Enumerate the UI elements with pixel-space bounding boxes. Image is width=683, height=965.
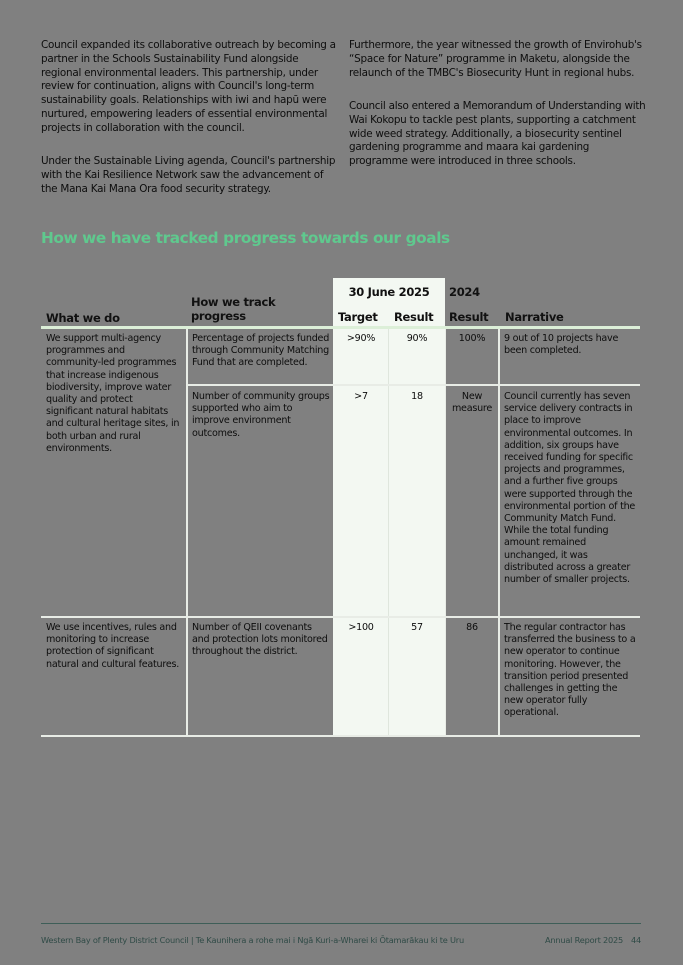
what-we-do-cell: We use incentives, rules and monitoring to increase protection of significant natural and cultural features. <box>46 622 180 670</box>
footer-organisation: Western Bay of Plenty District Council | Te Kaunihera a rohe mai i Ngā Kuri-a-Wharei ki Ōtamarākau ki te Uru <box>41 935 464 945</box>
intro-paragraph-right-1: Furthermore, the year witnessed the growth of Envirohub's “Space for Nature” programme in Maketu, alongside the relaunch of the TMBC's Biosecurity Hunt in regional hubs. <box>349 39 642 79</box>
what-we-do-cell: We support multi-agency programmes and community-led programmes that increase indigenous biodiversity, improve water quality and protect significant natural habitats and cultural heritage sites, in both urban and rural environments. <box>46 333 180 454</box>
result-2025-cell: 57 <box>411 622 423 633</box>
header-period-2025: 30 June 2025 <box>348 285 430 299</box>
section-title: How we have tracked progress towards our goals <box>41 229 450 247</box>
result-2024-cell: 100% <box>458 333 486 344</box>
result-2024-cell: New measure <box>451 391 493 415</box>
footer-rule <box>41 923 641 924</box>
target-cell: >7 <box>354 391 368 402</box>
measure-cell: Percentage of projects funded through Community Matching Fund that are completed. <box>192 333 330 369</box>
highlight-column-2025 <box>333 278 445 736</box>
intro-paragraph-left-1: Council expanded its collaborative outreach by becoming a partner in the Schools Sustainability Fund alongside regional environmental leaders. This partnership, under review for continuation, aligns with Council's long-term sustainability goals. Relationships with iwi and hapū were nurtured, empowering leaders of essential environmental projects in collaboration with the council. <box>41 39 336 134</box>
page-number: 44 <box>631 935 642 945</box>
header-period-2024: 2024 <box>449 285 480 299</box>
measure-cell: Number of QEII covenants and protection lots monitored throughout the district. <box>192 622 328 658</box>
target-cell: >90% <box>346 333 376 344</box>
table-bottom-border <box>41 735 640 737</box>
header-target: Target <box>338 310 378 324</box>
header-underline <box>41 326 640 329</box>
result-2025-cell: 18 <box>411 391 423 402</box>
result-2024-cell: 86 <box>466 622 478 633</box>
measure-cell: Number of community groups supported who aim to improve environment outcomes. <box>192 391 330 439</box>
header-how-we-track: How we track progress <box>191 295 276 323</box>
header-narrative: Narrative <box>505 310 564 324</box>
narrative-cell: 9 out of 10 projects have been completed. <box>504 333 619 357</box>
header-what-we-do: What we do <box>46 311 120 325</box>
column-divider <box>498 329 500 736</box>
header-result-2024: Result <box>449 310 489 324</box>
footer-report-name: Annual Report 2025 <box>545 935 624 945</box>
intro-paragraph-right-2: Council also entered a Memorandum of Understanding with Wai Kokopu to tackle pest plants, supporting a catchment wide weed strategy. Additionally, a biosecurity sentinel gardening programme and maara kai gardening programme were introduced in three schools. <box>349 100 646 168</box>
row-divider <box>187 384 640 386</box>
narrative-cell: The regular contractor has transferred the business to a new operator to continue monitoring. However, the transition period presented challenges in getting the new operator fully operational. <box>504 622 636 719</box>
intro-paragraph-left-2: Under the Sustainable Living agenda, Council's partnership with the Kai Resilience Network saw the advancement of the Mana Kai Mana Ora food security strategy. <box>41 155 336 195</box>
target-cell: >100 <box>348 622 374 633</box>
group-divider <box>41 616 640 618</box>
header-result-2025: Result <box>394 310 434 324</box>
result-2025-cell: 90% <box>406 333 428 344</box>
narrative-cell: Council currently has seven service delivery contracts in place to improve environmental outcomes. In addition, six groups have received funding for specific projects and programmes, and a further five groups were supported through the environmental portion of the Community Match Fund. While the total funding amount remained unchanged, it was distributed across a greater number of smaller projects. <box>504 391 636 586</box>
column-divider <box>186 329 188 736</box>
column-divider <box>388 328 389 736</box>
